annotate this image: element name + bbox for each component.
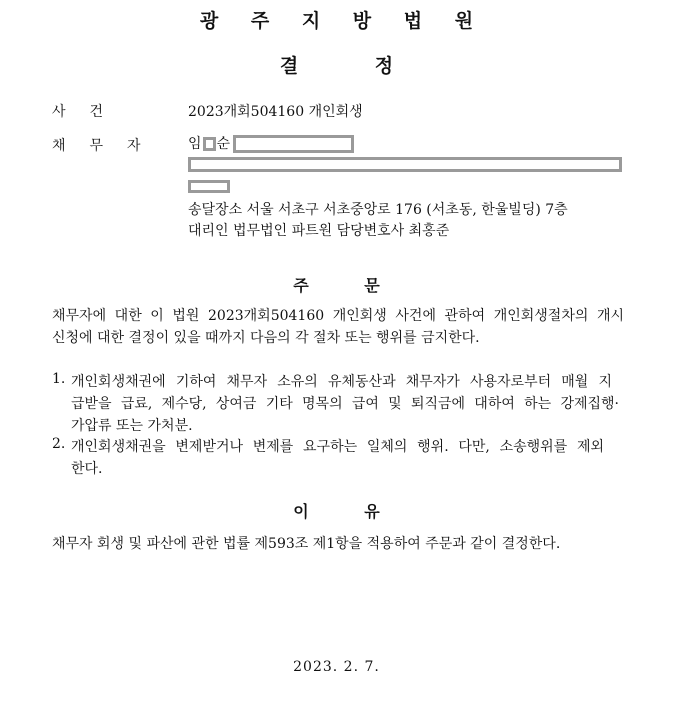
debtor-name: [188, 133, 354, 153]
order-item-1-line-3: 가압류 또는 가처분.: [71, 418, 193, 434]
court-name: 광 주 지 방 법 원: [199, 10, 487, 32]
attorney: 대리인 법무법인 파트원 담당변호사 최홍준: [188, 223, 450, 239]
order-item-2-line-2: 한다.: [71, 461, 103, 477]
order-intro-line-2: 신청에 대한 결정이 있을 때까지 다음의 각 절차 또는 행위를 금지한다.: [52, 330, 480, 346]
order-item-1-number: 1.: [52, 371, 66, 387]
order-item-1-line-1: 개인회생채권에 기하여 채무자 소유의 유체동산과 채무자가 사용자로부터 매월 지: [71, 374, 612, 390]
case-label: 사건: [52, 104, 128, 120]
debtor-name-last: 순: [216, 136, 231, 152]
redacted-address-line: [188, 157, 622, 172]
order-item-2-line-1: 개인회생채권을 변제받거나 변제를 요구하는 일체의 행위. 다만, 소송행위를 제외: [71, 439, 604, 455]
order-heading: 주 문: [293, 276, 380, 295]
case-number: 2023개회504160 개인회생: [188, 104, 363, 120]
order-item-1-line-2: 급받을 급료, 제수당, 상여금 기타 명목의 급여 및 퇴직금에 대하여 하는 강제집행·: [71, 396, 619, 412]
document-title: 결 정: [279, 55, 394, 77]
redacted-address-line: [188, 180, 230, 193]
reason-heading: 이 유: [293, 502, 380, 521]
debtor-label: 채무자: [52, 138, 165, 154]
order-item-2-number: 2.: [52, 436, 66, 452]
reason-text: 채무자 회생 및 파산에 관한 법률 제593조 제1항을 적용하여 주문과 같이 결정한다.: [52, 536, 561, 552]
redaction-box: [233, 135, 354, 153]
redaction-box: [203, 137, 216, 151]
order-intro-line-1: 채무자에 대한 이 법원 2023개회504160 개인회생 사건에 관하여 개인회생절차의 개시: [52, 308, 624, 324]
service-address: 송달장소 서울 서초구 서초중앙로 176 (서초동, 한울빌딩) 7층: [188, 202, 568, 218]
debtor-name-first: 임: [188, 136, 202, 152]
decision-date: 2023. 2. 7.: [293, 659, 380, 675]
